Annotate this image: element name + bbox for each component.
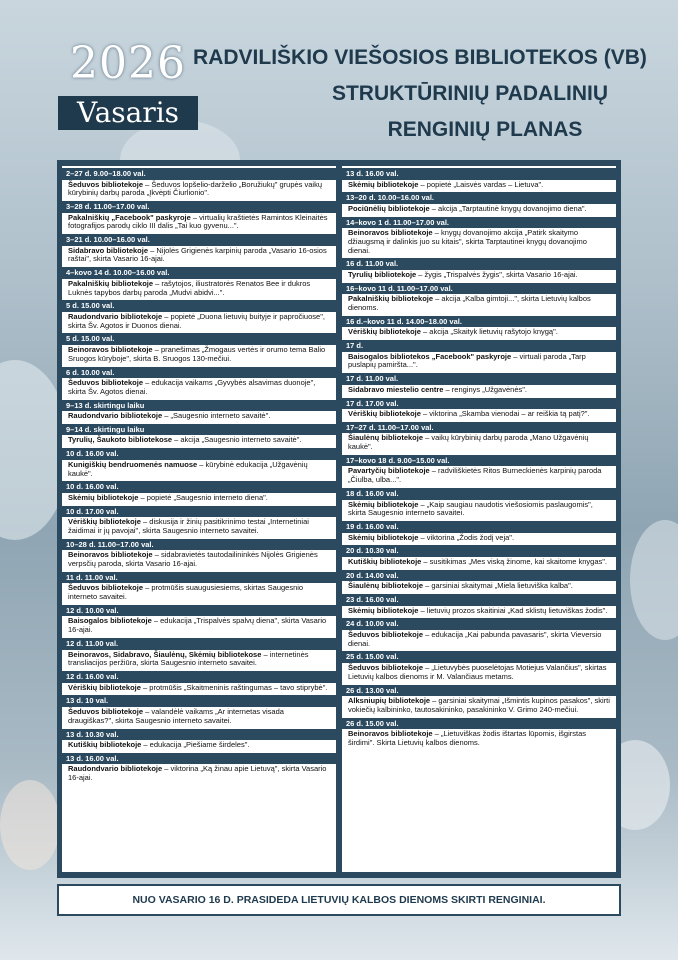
- event-organizer: Pavartyčių bibliotekoje: [348, 466, 430, 476]
- event-date: 16–kovo 11 d. 11.00–17.00 val.: [342, 283, 616, 295]
- event-text: – diskusija ir žinių pasitikrinimo testai „Internetiniai žaidimai ir jų pavojai", skirta Saugesnio interneto savaitei.: [68, 517, 309, 535]
- event-date: 10 d. 17.00 val.: [62, 506, 336, 518]
- event-organizer: Pakalniškių „Facebook" paskyroje: [68, 212, 191, 222]
- event-description: [346, 467, 612, 486]
- event-description: [346, 501, 612, 520]
- event-text: – vaikų kūrybinių darbų paroda „Mano Užgavėnių kaukė".: [348, 433, 589, 452]
- event-date: 23 d. 16.00 val.: [342, 594, 616, 606]
- event-description: [66, 518, 332, 537]
- event-text: – akcija „Tarptautinė knygų dovanojimo diena".: [429, 203, 587, 213]
- event-organizer: Beinoravos bibliotekoje: [68, 550, 153, 560]
- event-description: [346, 386, 612, 396]
- event-description: [66, 708, 332, 727]
- event-date: 17–kovo 18 d. 9.00–15.00 val.: [342, 455, 616, 467]
- event-organizer: Pakalniškių bibliotekoje: [348, 294, 434, 304]
- event-description: [66, 181, 332, 200]
- event-organizer: Beinoravos, Sidabravo, Šiaulėnų, Skėmių bibliotekose: [68, 649, 262, 659]
- event-description: [346, 664, 612, 683]
- event-date: 6 d. 10.00 val.: [62, 367, 336, 379]
- event-organizer: Skėmių bibliotekoje: [348, 179, 419, 189]
- event-text: – internetinės transliacijos peržiūra, skirta Saugesnio interneto savaitei.: [68, 649, 309, 668]
- event-organizer: Tyrulių bibliotekoje: [348, 269, 417, 279]
- event-entry: [342, 192, 616, 214]
- event-date: 13–20 d. 10.00–16.00 val.: [342, 192, 616, 204]
- event-organizer: Šeduvos bibliotekoje: [68, 706, 144, 716]
- event-date: 16 d.–kovo 11 d. 14.00–18.00 val.: [342, 316, 616, 328]
- event-entry: [342, 258, 616, 280]
- event-organizer: Pakalniškių bibliotekoje: [68, 278, 154, 288]
- event-description: [346, 730, 612, 749]
- footer-note: [57, 884, 621, 916]
- event-description: [66, 494, 332, 504]
- event-text: – garsiniai skaitymai „Miela lietuviška kalba".: [423, 581, 573, 591]
- event-entry: [342, 217, 616, 257]
- event-text: – virtuali paroda „Tarp puslapių pamiršta...".: [348, 351, 586, 370]
- event-entry: [342, 521, 616, 543]
- event-date: 3–28 d. 11.00–17.00 val.: [62, 201, 336, 213]
- event-date: 25 d. 15.00 val.: [342, 651, 616, 663]
- event-description: [66, 651, 332, 670]
- event-organizer: Pociūnėlių bibliotekoje: [348, 203, 430, 213]
- event-text: – radviliškietės Ritos Burneckienės karpinių paroda „Čiulba, ulba...".: [348, 466, 602, 485]
- event-entry: [62, 572, 336, 603]
- event-description: [66, 280, 332, 299]
- event-entry: [62, 539, 336, 570]
- event-text: – virtualių kraštietės Ramintos Kleinaitės fotografijos parodų ciklo III dalis „Tai kuo gyvenu...".: [68, 212, 328, 231]
- event-entry: [342, 316, 616, 338]
- event-organizer: Šeduvos bibliotekoje: [348, 662, 424, 672]
- event-entry: [62, 671, 336, 693]
- event-description: [66, 214, 332, 233]
- footer-text: NUO VASARIO 16 D. PRASIDEDA LIETUVIŲ KALBOS DIENOMS SKIRTI RENGINIAI.: [132, 894, 546, 906]
- event-text: – edukacija „Piešiame širdeles".: [141, 740, 250, 749]
- event-text: – sidabravietės tautodailininkės Nijolės Grigienės verpsčių paroda, skirta Vasario 16-ajai.: [68, 550, 318, 569]
- event-organizer: Skėmių bibliotekoje: [348, 499, 419, 509]
- event-text: – lietuvių prozos skaitiniai „Kad sklistų lietuviškas žodis".: [418, 605, 608, 615]
- event-organizer: Šiaulėnų bibliotekoje: [348, 581, 424, 591]
- event-text: – edukacija vaikams „Gyvybės alsavimas duonoje", skirta Šv. Agotos dienai.: [68, 378, 316, 396]
- logo-month: Vasaris: [58, 96, 198, 130]
- event-date: 17 d. 11.00 val.: [342, 373, 616, 385]
- title-line-1: RADVILIŠKIO VIEŠOSIOS BIBLIOTEKOS (VB): [193, 46, 647, 69]
- event-entry: [62, 333, 336, 364]
- event-description: [66, 584, 332, 603]
- event-organizer: Kutiškių bibliotekoje: [348, 556, 422, 566]
- event-text: – protmūšis „Skaitmeninis raštingumas – tavo stiprybė".: [140, 682, 328, 692]
- event-date: 18 d. 16.00 val.: [342, 488, 616, 500]
- event-description: [346, 607, 612, 617]
- event-date: 10–28 d. 11.00–17.00 val.: [62, 539, 336, 551]
- event-date: 3–21 d. 10.00–16.00 val.: [62, 234, 336, 246]
- event-text: – „Lietuvybės puoselėtojas Motiejus Valančius", skirtas Lietuvių kalbos dienoms ir M. Valančiaus metams.: [348, 662, 607, 681]
- event-description: [346, 205, 612, 215]
- event-entry: [62, 729, 336, 751]
- event-entry: [342, 594, 616, 616]
- event-text: – popietė „Saugesnio interneto diena".: [138, 492, 268, 502]
- event-entry: [62, 234, 336, 265]
- event-text: – viktorina „Žodis žodį veja".: [418, 532, 515, 542]
- event-organizer: Vėriškių bibliotekoje: [348, 327, 421, 337]
- event-text: – popietė „Laisvės vardas – Lietuva".: [418, 179, 544, 189]
- event-organizer: Raudondvario bibliotekoje: [68, 311, 163, 321]
- event-organizer: Raudondvario bibliotekoje: [68, 764, 163, 774]
- event-date: 2–27 d. 9.00–18.00 val.: [62, 168, 336, 180]
- event-date: 13 d. 10 val.: [62, 695, 336, 707]
- event-entry: [62, 481, 336, 503]
- event-description: [66, 684, 332, 694]
- event-date: 17 d. 17.00 val.: [342, 398, 616, 410]
- event-description: [346, 534, 612, 544]
- event-text: – popietė „Duona lietuvių buityje ir papročiuose", skirta Šv. Agotos ir Duonos dienai.: [68, 311, 325, 330]
- event-organizer: Kunigiškių bendruomenės namuose: [68, 459, 198, 469]
- event-text: – akcija „Skaityk lietuvių rašytojo knygą".: [420, 327, 558, 337]
- event-organizer: Alksniupių bibliotekoje: [348, 696, 431, 706]
- event-organizer: Beinoravos bibliotekoje: [348, 729, 433, 739]
- event-text: – žygis „Trispalvės žygis", skirta Vasario 16-ajai.: [416, 269, 578, 279]
- event-organizer: Beinoravos bibliotekoje: [68, 344, 153, 354]
- event-organizer: Tyrulių, Šaukoto bibliotekose: [68, 435, 173, 445]
- event-text: – akcija „Saugesnio interneto savaitė".: [172, 435, 302, 445]
- event-text: – viktorina „Ką žinau apie Lietuvą", skirta Vasario 16-ajai.: [68, 764, 327, 783]
- event-date: 9–14 d. skirtingu laiku: [62, 424, 336, 436]
- event-date: 13 d. 16.00 val.: [62, 753, 336, 765]
- event-date: 10 d. 16.00 val.: [62, 448, 336, 460]
- event-entry: [342, 685, 616, 716]
- event-description: [346, 558, 612, 568]
- event-date: 20 d. 10.30 val.: [342, 545, 616, 557]
- event-entry: [342, 455, 616, 486]
- event-entry: [62, 695, 336, 726]
- event-entry: [62, 168, 336, 199]
- event-entry: [342, 488, 616, 519]
- event-organizer: Šeduvos bibliotekoje: [68, 378, 144, 388]
- title-line-2: STRUKTŪRINIŲ PADALINIŲ: [331, 82, 609, 105]
- event-date: 4–kovo 14 d. 10.00–16.00 val.: [62, 267, 336, 279]
- event-description: [66, 617, 332, 636]
- event-description: [346, 697, 612, 716]
- event-description: [66, 436, 332, 446]
- event-entry: [342, 283, 616, 314]
- event-organizer: Kutiškių bibliotekoje: [68, 740, 142, 749]
- event-text: – valandėlė vaikams „Ar internetas visada draugiškas?", skirta Saugesnio interneto savaitei.: [68, 706, 284, 725]
- event-text: – knygų dovanojimo akcija „Patirk skaitymo džiaugsmą ir dalinkis juo su kitais", skirta Tarptautinei knygų dovanojimo dienai.: [348, 228, 587, 255]
- event-date: 16 d. 11.00 val.: [342, 258, 616, 270]
- event-organizer: Skėmių bibliotekoje: [68, 492, 139, 502]
- events-panel: [57, 160, 621, 878]
- events-column-left: [62, 166, 336, 872]
- event-description: [346, 631, 612, 650]
- event-date: 12 d. 11.00 val.: [62, 638, 336, 650]
- event-organizer: Raudondvario bibliotekoje: [68, 411, 163, 421]
- event-organizer: Šeduvos bibliotekoje: [68, 179, 144, 189]
- event-description: [66, 346, 332, 365]
- event-organizer: Skėmių bibliotekoje: [348, 605, 419, 615]
- event-text: – viktorina „Skamba vienodai – ar reiškia tą patį?".: [420, 409, 590, 419]
- event-text: – akcija „Kalba gimtoji...", skirta Lietuvių kalbos dienoms.: [348, 294, 591, 313]
- event-entry: [342, 651, 616, 682]
- event-description: [66, 313, 332, 332]
- event-text: – „Saugesnio interneto savaitė".: [162, 411, 271, 421]
- background-decoration: [630, 520, 678, 640]
- event-entry: [62, 605, 336, 636]
- event-text: – rašytojos, iliustratorės Renatos Bee ir dukros Luknės tapybos darbų paroda „Mudvi abidvi...".: [68, 278, 311, 297]
- event-date: 5 d. 15.00 val.: [62, 300, 336, 312]
- event-entry: [342, 718, 616, 749]
- event-organizer: Vėriškių bibliotekoje: [348, 409, 421, 419]
- event-date: 13 d. 10.30 val.: [62, 729, 336, 741]
- event-description: [346, 582, 612, 592]
- background-decoration: [0, 780, 60, 870]
- event-description: [66, 765, 332, 784]
- event-description: [66, 741, 332, 751]
- event-entry: [342, 168, 616, 190]
- event-organizer: Šeduvos bibliotekoje: [68, 583, 144, 593]
- event-description: [66, 551, 332, 570]
- event-organizer: Sidabravo bibliotekoje: [68, 245, 149, 255]
- event-entry: [342, 545, 616, 567]
- event-description: [346, 434, 612, 453]
- event-description: [346, 353, 612, 372]
- event-organizer: Šiaulėnų bibliotekoje: [348, 433, 424, 443]
- events-column-right: [342, 166, 616, 872]
- event-description: [346, 229, 612, 256]
- event-date: 20 d. 14.00 val.: [342, 570, 616, 582]
- event-date: 12 d. 10.00 val.: [62, 605, 336, 617]
- event-organizer: Vėriškių bibliotekoje: [68, 682, 141, 692]
- event-text: – Šeduvos lopšelio-darželio „Boružiukų" grupės vaikų kūrybinių darbų paroda „Įkvėpti Čiurlionio".: [68, 179, 323, 198]
- event-date: 11 d. 11.00 val.: [62, 572, 336, 584]
- event-entry: [62, 267, 336, 298]
- event-text: – susitikimas „Mes viską žinome, kai skaitome knygas".: [421, 556, 607, 566]
- event-text: – garsiniai skaitymai „Išmintis kupinos pasakos", skirti vokiečių kalbininko, tautosakininko, pasakininko V. Grimo 240-mečiui.: [348, 696, 610, 714]
- event-entry: [62, 400, 336, 422]
- title-line-3: RENGINIŲ PLANAS: [387, 118, 583, 141]
- logo: [58, 38, 198, 138]
- event-organizer: Šeduvos bibliotekoje: [348, 629, 424, 639]
- event-date: 9–13 d. skirtingu laiku: [62, 400, 336, 412]
- event-entry: [62, 201, 336, 232]
- event-entry: [62, 300, 336, 331]
- event-organizer: Skėmių bibliotekoje: [348, 532, 419, 542]
- event-date: 26 d. 15.00 val.: [342, 718, 616, 730]
- event-description: [346, 328, 612, 338]
- event-date: 13 d. 16.00 val.: [342, 168, 616, 180]
- event-entry: [62, 448, 336, 479]
- event-description: [346, 410, 612, 420]
- event-description: [66, 461, 332, 480]
- event-description: [346, 181, 612, 191]
- event-entry: [342, 340, 616, 371]
- event-organizer: Sidabravo miestelio centre: [348, 384, 444, 394]
- event-text: – edukacija „Kai pabunda pavasaris", skirta Vieversio dienai.: [348, 629, 602, 648]
- logo-year: 2026: [70, 38, 186, 89]
- event-entry: [62, 753, 336, 784]
- event-description: [346, 295, 612, 314]
- event-organizer: Beinoravos bibliotekoje: [348, 228, 433, 238]
- event-date: 17–27 d. 11.00–17.00 val.: [342, 422, 616, 434]
- event-date: 12 d. 16.00 val.: [62, 671, 336, 683]
- event-text: – edukacija „Trispalvės spalvų diena", skirta Vasario 16-ajai.: [68, 616, 327, 635]
- event-entry: [342, 398, 616, 420]
- event-entry: [62, 506, 336, 537]
- event-organizer: Baisogalos bibliotekos „Facebook" paskyroje: [348, 351, 512, 361]
- event-description: [66, 412, 332, 422]
- event-entry: [342, 618, 616, 649]
- event-date: 19 d. 16.00 val.: [342, 521, 616, 533]
- event-date: 10 d. 16.00 val.: [62, 481, 336, 493]
- event-organizer: Vėriškių bibliotekoje: [68, 517, 141, 527]
- event-description: [66, 379, 332, 398]
- event-entry: [342, 422, 616, 453]
- event-text: – „Kaip saugiau naudotis viešosiomis paslaugomis", skirta Saugesnio interneto savaitei.: [348, 499, 593, 518]
- header: [0, 0, 678, 155]
- event-text: – „Lietuviškas žodis ištartas lūpomis, išgirstas širdimi". Skirta Lietuvių kalbos dienoms.: [348, 729, 586, 747]
- event-entry: [62, 638, 336, 669]
- event-text: – protmūšis suaugusiesiems, skirtas Saugesnio interneto savaitei.: [68, 583, 304, 602]
- event-entry: [62, 424, 336, 446]
- event-description: [66, 247, 332, 266]
- event-description: [346, 271, 612, 281]
- event-text: – pranešimas „Žmogaus vertės ir orumo tema Balio Sruogos kūryboje", skirta B. Sruogos 130-mečiui.: [68, 344, 326, 363]
- event-text: – renginys „Užgavėnės".: [443, 384, 527, 394]
- event-entry: [342, 373, 616, 395]
- event-organizer: Baisogalos bibliotekoje: [68, 616, 152, 626]
- event-date: 17 d.: [342, 340, 616, 352]
- event-date: 24 d. 10.00 val.: [342, 618, 616, 630]
- event-text: – Nijolės Grigienės karpinių paroda „Vasario 16-osios raštai", skirta Vasario 16-ajai.: [68, 245, 327, 264]
- event-date: 26 d. 13.00 val.: [342, 685, 616, 697]
- event-date: 14–kovo 1 d. 11.00–17.00 val.: [342, 217, 616, 229]
- event-entry: [62, 367, 336, 398]
- event-date: 5 d. 15.00 val.: [62, 333, 336, 345]
- event-entry: [342, 570, 616, 592]
- event-text: – kūrybinė edukacija „Užgavėnių kaukė".: [68, 459, 308, 478]
